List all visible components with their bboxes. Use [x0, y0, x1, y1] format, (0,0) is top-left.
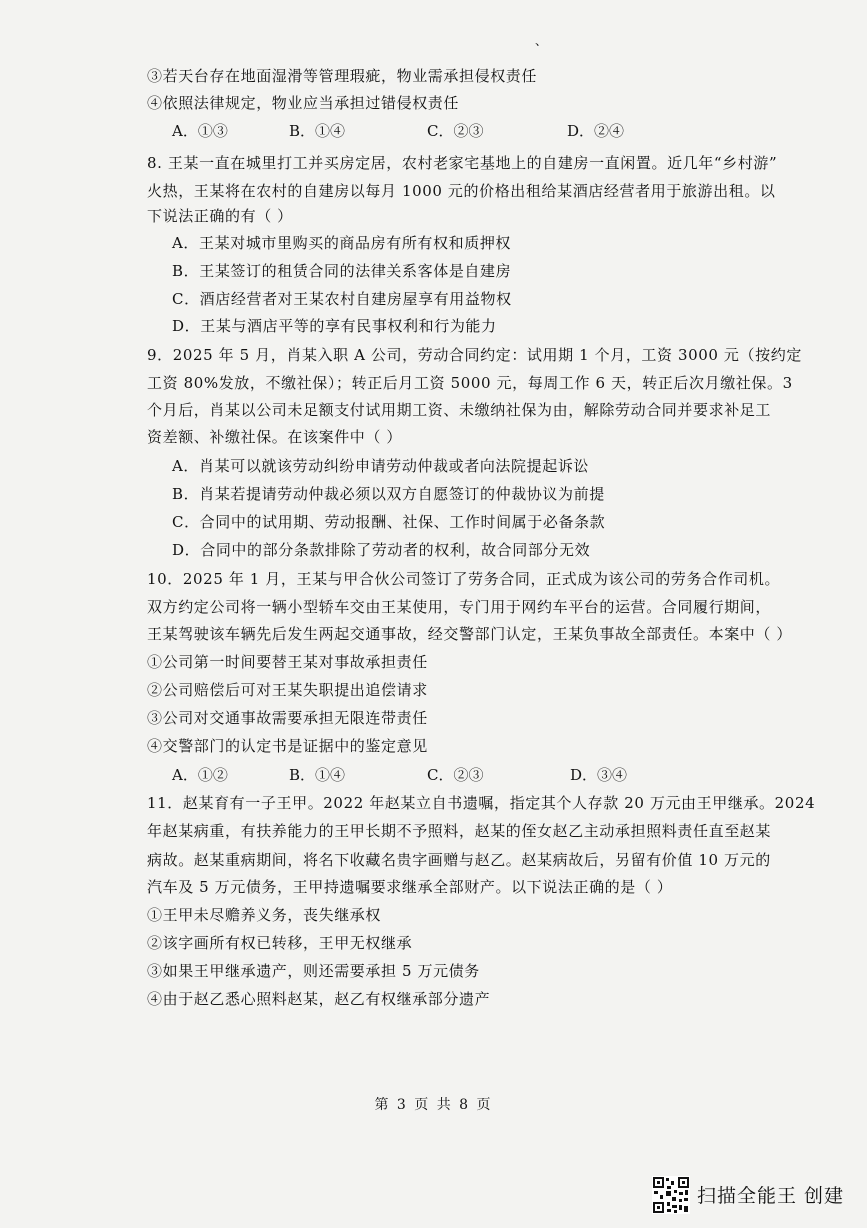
q10-stem-line-1: 10．2025 年 1 月，王某与甲合伙公司签订了劳务合同，正式成为该公司的劳务合作司机。	[147, 570, 781, 588]
q7-options	[172, 121, 692, 141]
q8-stem-line-3: 下说法正确的有（ ）	[147, 207, 293, 225]
q9-option-b: B．肖某若提请劳动仲裁必须以双方自愿签订的仲裁协议为前提	[172, 485, 605, 503]
q7-option-d: D．②④	[567, 122, 625, 140]
qr-code-icon	[652, 1176, 690, 1214]
page-number: 第 3 页 共 8 页	[374, 1097, 493, 1113]
q9-stem-line-1: 9．2025 年 5 月，肖某入职 A 公司，劳动合同约定：试用期 1 个月，工资 3000 元（按约定	[147, 346, 802, 364]
q10-statement-2: ②公司赔偿后可对王某失职提出追偿请求	[147, 681, 428, 699]
q10-stem-line-2: 双方约定公司将一辆小型轿车交由王某使用，专门用于网约车平台的运营。合同履行期间，	[147, 598, 772, 616]
q10-option-b: B．①④	[289, 766, 346, 784]
q8-option-c: C．酒店经营者对王某农村自建房屋享有用益物权	[172, 290, 512, 308]
q11-stem-line-4: 汽车及 5 万元债务，王甲持遗嘱要求继承全部财产。以下说法正确的是（ ）	[147, 878, 673, 896]
q11-statement-4: ④由于赵乙悉心照料赵某，赵乙有权继承部分遗产	[147, 990, 491, 1008]
q9-stem-line-2: 工资 80%发放，不缴社保）；转正后月工资 5000 元，每周工作 6 天，转正后次月缴社保。3	[147, 374, 793, 392]
q8-stem-line-1: 8. 王某一直在城里打工并买房定居，农村老家宅基地上的自建房一直闲置。近几年“乡村游”	[147, 154, 778, 172]
q8-stem-line-2: 火热，王某将在农村的自建房以每月 1000 元的价格出租给某酒店经营者用于旅游出租。以	[147, 182, 776, 200]
q11-stem-line-3: 病故。赵某重病期间，将名下收藏名贵字画赠与赵乙。赵某病故后，另留有价值 10 万元的	[147, 851, 771, 869]
q9-stem-line-4: 资差额、补缴社保。在该案件中（ ）	[147, 428, 402, 446]
q7-option-c: C．②③	[427, 122, 484, 140]
q10-statement-4: ④交警部门的认定书是证据中的鉴定意见	[147, 737, 428, 755]
q11-statement-3: ③如果王甲继承遗产，则还需要承担 5 万元债务	[147, 962, 480, 980]
q11-stem-line-2: 年赵某病重，有扶养能力的王甲长期不予照料，赵某的侄女赵乙主动承担照料责任直至赵某	[147, 822, 772, 840]
q9-option-a: A．肖某可以就该劳动纠纷申请劳动仲裁或者向法院提起诉讼	[172, 457, 590, 475]
q7-option-a: A．①③	[172, 122, 228, 140]
q10-option-a: A．①②	[172, 766, 228, 784]
q10-stem-line-3: 王某驾驶该车辆先后发生两起交通事故，经交警部门认定，王某负事故全部责任。本案中（ ）	[147, 625, 792, 643]
q8-option-a: A．王某对城市里购买的商品房有所有权和质押权	[172, 234, 512, 252]
q8-option-d: D．王某与酒店平等的享有民事权利和行为能力	[172, 317, 497, 335]
q10-statement-3: ③公司对交通事故需要承担无限连带责任	[147, 709, 428, 727]
q9-option-c: C．合同中的试用期、劳动报酬、社保、工作时间属于必备条款	[172, 513, 606, 531]
camscanner-watermark: 扫描全能王 创建	[697, 1185, 845, 1207]
q10-option-c: C．②③	[427, 766, 484, 784]
q9-stem-line-3: 个月后，肖某以公司未足额支付试用期工资、未缴纳社保为由，解除劳动合同并要求补足工	[147, 401, 772, 419]
q10-option-d: D．③④	[570, 766, 628, 784]
q9-option-d: D．合同中的部分条款排除了劳动者的权利，故合同部分无效	[172, 541, 591, 559]
q10-options	[172, 765, 692, 785]
q11-statement-2: ②该字画所有权已转移，王甲无权继承	[147, 934, 413, 952]
q7-statement-4: ④依照法律规定，物业应当承担过错侵权责任	[147, 94, 460, 112]
q7-option-b: B．①④	[289, 122, 346, 140]
q11-statement-1: ①王甲未尽赡养义务，丧失继承权	[147, 906, 382, 924]
q7-statement-3: ③若天台存在地面湿滑等管理瑕疵，物业需承担侵权责任	[147, 67, 538, 85]
top-mark: 、	[535, 34, 548, 48]
q8-option-b: B．王某签订的租赁合同的法律关系客体是自建房	[172, 262, 512, 280]
q11-stem-line-1: 11．赵某育有一子王甲。2022 年赵某立自书遗嘱，指定其个人存款 20 万元由王甲继承。2024	[147, 794, 816, 812]
q10-statement-1: ①公司第一时间要替王某对事故承担责任	[147, 653, 428, 671]
